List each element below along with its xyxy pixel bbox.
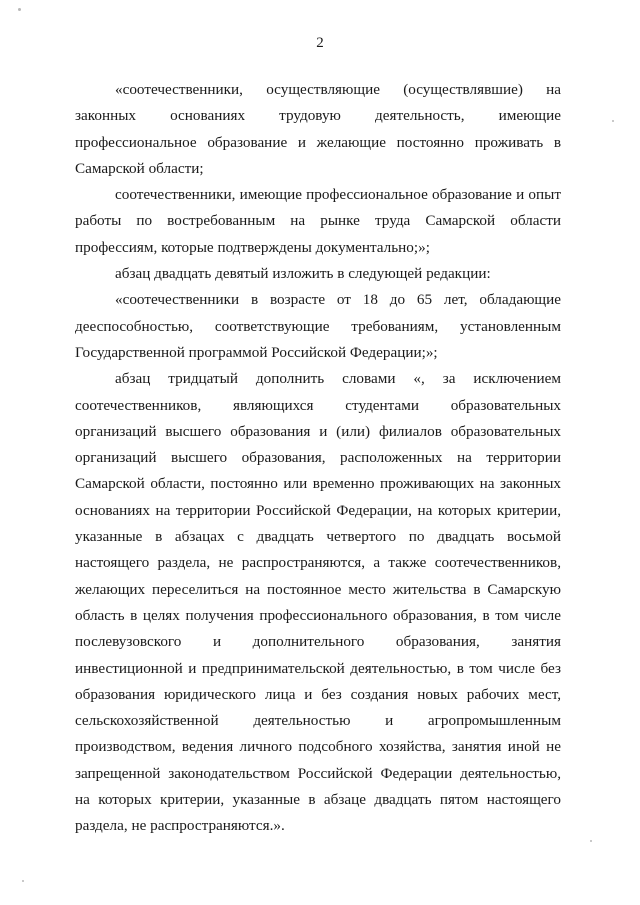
scan-speck <box>18 8 21 11</box>
paragraph-compatriots-age: «соотечественники в возрасте от 18 до 65 лет, обладающие дееспособностью, соответствующие требованиям, установленным Государственной программой Российской Федерации;»; <box>75 291 561 361</box>
paragraph-amendment-29: абзац двадцать девятый изложить в следующей редакции: <box>115 265 491 283</box>
paragraph-compatriots-working: «соотечественники, осуществляющие (осуществлявшие) на законных основаниях трудовую деятельность, имеющие профессиональное образование и желающие постоянно проживать в Самарской области; <box>75 81 561 177</box>
paragraph-amendment-30: абзац тридцатый дополнить словами «, за исключением соотечественников, являющихся студентами образовательных организаций высшего образования и (или) филиалов образовательных организаций высшего образования, расположенных на территории Самарской области, постоянно или временно проживающих на законных основаниях на территории Российской Федерации, на которых критерии, указанные в абзацах с двадцать четвертого по двадцать восьмой настоящего раздела, не распространяются, а также соотечественников, желающих переселиться на постоянное место жительства в Самарскую область в целях получения профессионального образования, в том числе послевузовского и дополнительного образования, занятия инвестиционной и предпринимательской деятельностью, в том числе без образования юридического лица и без создания новых рабочих мест, сельскохозяйственной деятельностью и агропромышленным производством, ведения личного подсобного хозяйства, занятия иной не запрещенной законодательством Российской Федерации деятельностью, на которых критерии, указанные в абзаце двадцать пятом настоящего раздела, не распространяются.». <box>75 370 561 835</box>
document-body <box>75 77 561 840</box>
scan-speck <box>22 880 24 882</box>
scan-speck <box>590 840 592 842</box>
paragraph-compatriots-experience: соотечественники, имеющие профессиональное образование и опыт работы по востребованным на рынке труда Самарской области профессиям, которые подтверждены документально;»; <box>75 186 561 256</box>
scan-speck <box>612 120 614 122</box>
page-number: 2 <box>316 35 324 51</box>
